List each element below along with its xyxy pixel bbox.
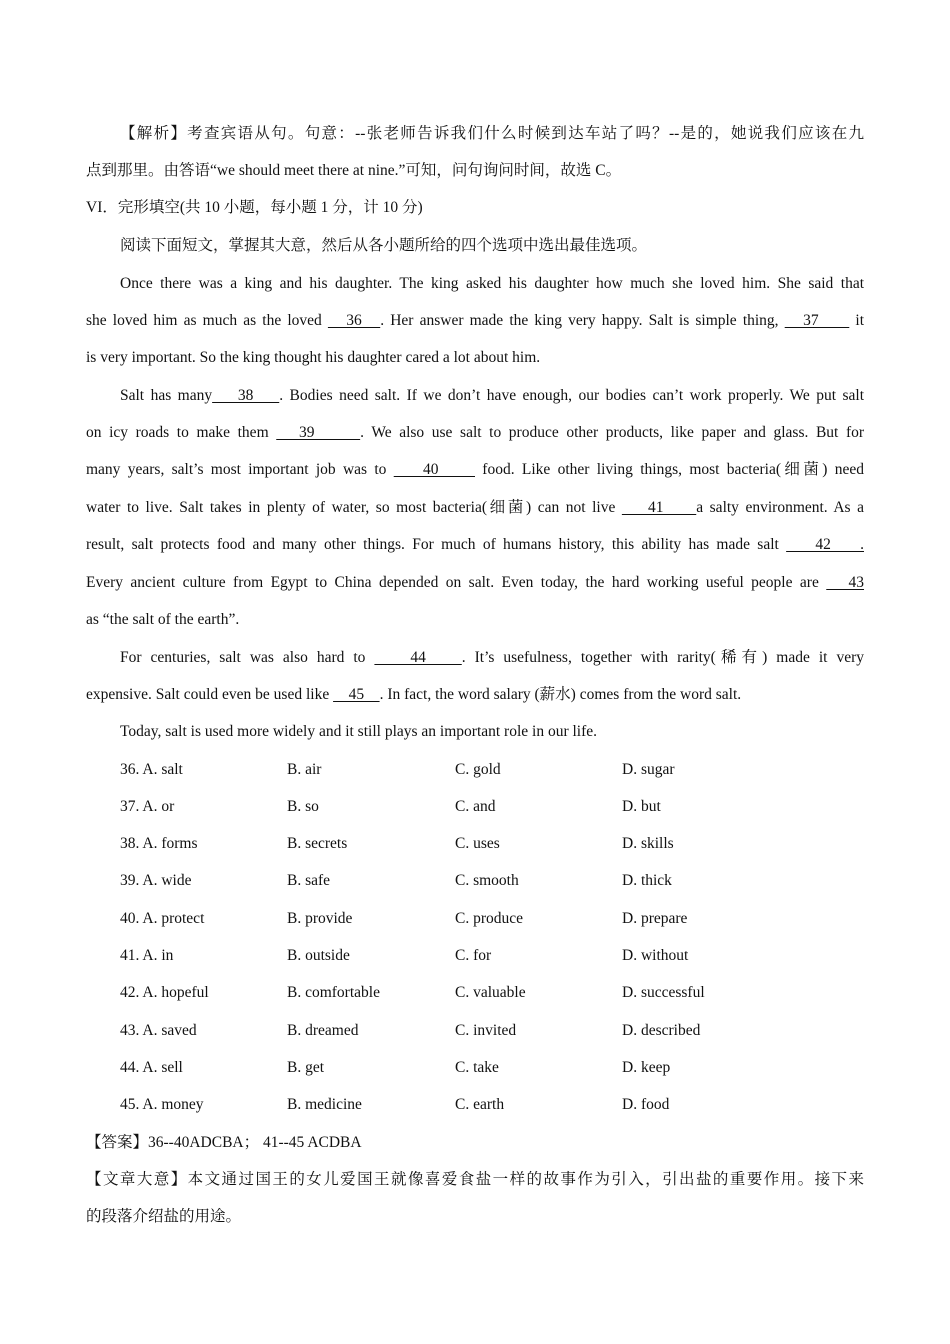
summary-label: 【文章大意】	[86, 1171, 188, 1188]
passage-p2-line6	[86, 573, 864, 593]
option-a: 40. A. protect	[120, 910, 205, 927]
text-run: result, salt protects food and many other things. For much of humans history, this ability has made salt	[86, 536, 787, 553]
option-c: C. for	[455, 947, 492, 964]
explanation-line-2: 点到那里。由答语“we should meet there at nine.”可知，问句询问时间，故选 C。	[86, 162, 622, 179]
text-run: expensive. Salt could even be used like	[86, 686, 334, 703]
summary-line-2: 的段落介绍盐的用途。	[86, 1208, 242, 1225]
blank-40: 40	[393, 461, 475, 478]
passage-p1-line3: is very important. So the king thought his daughter cared a lot about him.	[86, 349, 541, 366]
option-c: C. smooth	[455, 872, 519, 889]
text-run: it	[849, 312, 865, 329]
option-d: D. without	[622, 947, 689, 964]
passage-p4: Today, salt is used more widely and it still plays an important role in our life.	[120, 723, 598, 740]
explanation-label: 【解析】	[120, 125, 188, 142]
blank-39: 39	[276, 424, 361, 441]
text-run: Every ancient culture from Egypt to China depended on salt. Even today, the hard working useful people are	[86, 574, 827, 591]
option-a: 44. A. sell	[120, 1059, 183, 1076]
passage-p2-line2	[86, 423, 864, 443]
passage-p2-line4	[86, 498, 864, 518]
text-run: For centuries, salt was also hard to	[120, 649, 375, 666]
option-d: D. sugar	[622, 761, 675, 778]
option-c: C. invited	[455, 1022, 517, 1039]
passage-p2-line7: as “the salt of the earth”.	[86, 611, 240, 628]
question-row	[86, 946, 864, 966]
option-d: D. keep	[622, 1059, 671, 1076]
question-row	[86, 797, 864, 817]
option-c: C. gold	[455, 761, 501, 778]
section-instruction: 阅读下面短文，掌握其大意，然后从各小题所给的四个选项中选出最佳选项。	[120, 237, 648, 254]
option-d: D. but	[622, 798, 661, 815]
passage-p3-line1	[120, 648, 864, 668]
text-run: many years, salt’s most important job was to	[86, 461, 394, 478]
option-d: D. food	[622, 1096, 670, 1113]
option-c: C. and	[455, 798, 496, 815]
text-run: Salt has many	[120, 387, 213, 404]
blank-44: 44	[374, 649, 462, 666]
question-row	[86, 1095, 864, 1115]
option-a: 38. A. forms	[120, 835, 198, 852]
text-run: a salty environment. As a	[696, 499, 865, 516]
answer-label: 【答案】	[86, 1134, 149, 1151]
text-run: . We also use salt to produce other products, like paper and glass. But for	[360, 424, 865, 441]
blank-37: 37	[784, 312, 850, 329]
option-c: C. valuable	[455, 984, 526, 1001]
option-b: B. comfortable	[287, 984, 380, 1001]
text-run: she loved him as much as the loved	[86, 312, 328, 329]
answer-line	[86, 1133, 362, 1153]
option-b: B. get	[287, 1059, 325, 1076]
blank-38: 38	[212, 387, 280, 404]
option-b: B. dreamed	[287, 1022, 359, 1039]
explanation-text: 考查宾语从句。句意：--张老师告诉我们什么时候到达车站了吗？--是的，她说我们应该在九	[187, 125, 864, 142]
explanation-line-1	[120, 124, 864, 144]
option-a: 45. A. money	[120, 1096, 204, 1113]
text-run: food. Like other living things, most bacteria(细菌) need	[475, 461, 865, 478]
option-a: 36. A. salt	[120, 761, 183, 778]
option-a: 42. A. hopeful	[120, 984, 209, 1001]
text-run: . It’s usefulness, together with rarity(稀有) made it very	[461, 649, 864, 666]
question-row	[86, 983, 864, 1003]
question-row	[86, 760, 864, 780]
answer-text: 36--40ADCBA； 41--45 ACDBA	[148, 1134, 362, 1151]
question-row	[86, 834, 864, 854]
summary-text: 本文通过国王的女儿爱国王就像喜爱食盐一样的故事作为引入，引出盐的重要作用。接下来	[187, 1171, 864, 1188]
option-a: 43. A. saved	[120, 1022, 197, 1039]
option-b: B. provide	[287, 910, 353, 927]
passage-p1-line2	[86, 311, 864, 331]
option-d: D. described	[622, 1022, 701, 1039]
passage-p3-line2	[86, 685, 741, 705]
text-run: . Bodies need salt. If we don’t have enough, our bodies can’t work properly. We put salt	[279, 387, 865, 404]
text-run: . In fact, the word salary (薪水) comes from the word salt.	[379, 686, 742, 703]
option-c: C. take	[455, 1059, 499, 1076]
question-row	[86, 871, 864, 891]
blank-42: 42 .	[786, 536, 864, 553]
option-a: 37. A. or	[120, 798, 175, 815]
option-d: D. skills	[622, 835, 674, 852]
option-b: B. outside	[287, 947, 350, 964]
option-d: D. successful	[622, 984, 705, 1001]
passage-p2-line1	[120, 386, 864, 406]
text-run: on icy roads to make them	[86, 424, 277, 441]
option-b: B. so	[287, 798, 319, 815]
text-run: water to live. Salt takes in plenty of water, so most bacteria(细菌) can not live	[86, 499, 622, 516]
option-d: D. prepare	[622, 910, 688, 927]
question-row	[86, 1058, 864, 1078]
option-a: 39. A. wide	[120, 872, 192, 889]
question-row	[86, 909, 864, 929]
option-c: C. uses	[455, 835, 500, 852]
option-d: D. thick	[622, 872, 672, 889]
passage-p2-line3	[86, 460, 864, 480]
option-b: B. safe	[287, 872, 331, 889]
section-heading: VI．完形填空(共 10 小题，每小题 1 分，计 10 分)	[86, 199, 423, 216]
passage-p2-line5	[86, 535, 864, 555]
blank-43: 43	[826, 574, 865, 591]
blank-45: 45	[333, 686, 380, 703]
option-c: C. produce	[455, 910, 524, 927]
summary-line-1	[86, 1170, 864, 1190]
blank-41: 41	[621, 499, 697, 516]
blank-36: 36	[327, 312, 381, 329]
option-a: 41. A. in	[120, 947, 174, 964]
passage-p1-line1: Once there was a king and his daughter. The king asked his daughter how much she loved him. She said that	[120, 275, 864, 292]
option-b: B. medicine	[287, 1096, 362, 1113]
option-b: B. secrets	[287, 835, 348, 852]
question-row	[86, 1021, 864, 1041]
option-b: B. air	[287, 761, 322, 778]
option-c: C. earth	[455, 1096, 505, 1113]
text-run: . Her answer made the king very happy. Salt is simple thing,	[380, 312, 785, 329]
